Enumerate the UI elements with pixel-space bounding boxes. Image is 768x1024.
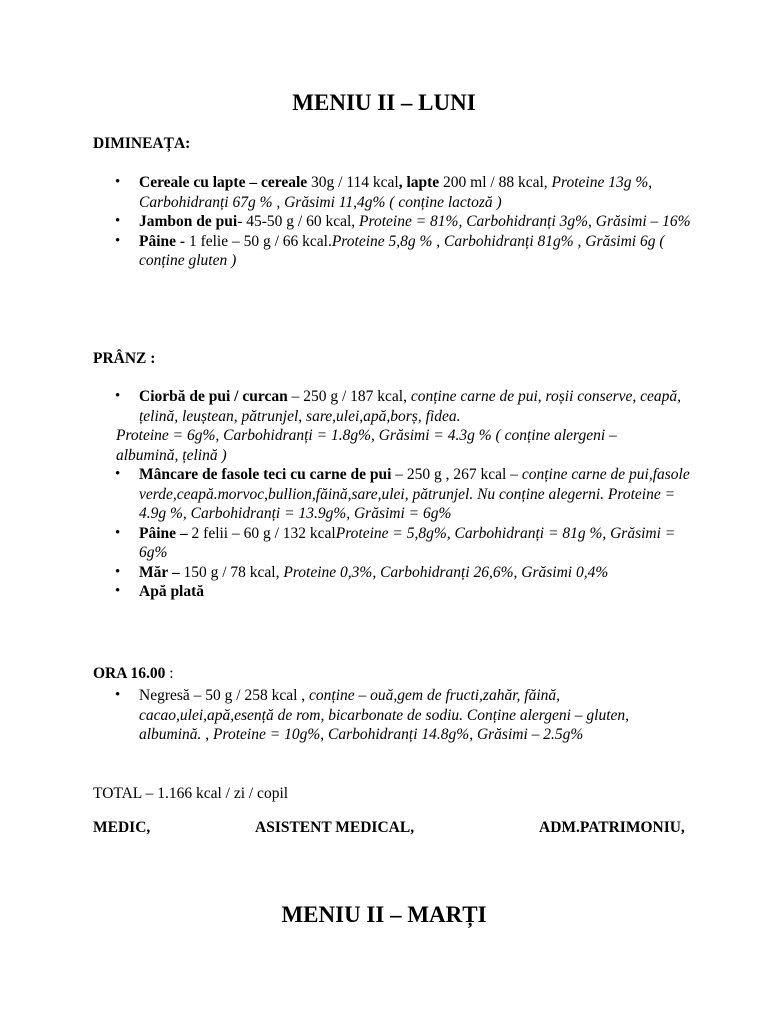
- bullet-icon: •: [115, 174, 121, 190]
- bullet-icon: •: [115, 232, 121, 249]
- signature-nurse: ASISTENT MEDICAL,: [255, 819, 415, 836]
- page-title-tuesday: MENIU II – MARȚI: [281, 902, 487, 927]
- list-item: • Apă plată: [115, 583, 205, 600]
- list-item: • Cereale cu lapte – cereale 30g / 114 kcal, lapte 200 ml / 88 kcal, Proteine 13g %, Carbohidranți 67g % , Grăsimi 11,4g% ( conține lactoză ): [115, 174, 653, 211]
- bullet-icon: •: [115, 563, 121, 580]
- snack-list: [93, 686, 693, 745]
- snack-heading: ORA 16.00 :: [93, 665, 174, 682]
- bullet-icon: •: [115, 524, 121, 541]
- list-item: • Măr – 150 g / 78 kcal, Proteine 0,3%, Carbohidranți 26,6%, Grăsimi 0,4%: [115, 563, 609, 581]
- breakfast-list: [93, 173, 693, 271]
- total-calories: TOTAL – 1.166 kcal / zi / copil: [93, 785, 289, 802]
- page-title-monday: MENIU II – LUNI: [292, 90, 476, 115]
- bullet-icon: •: [115, 388, 121, 404]
- list-item: • Mâncare de fasole teci cu carne de pui – 250 g , 267 kcal – conține carne de pui,fasole verde,ceapă.morvoc,bullion,făină,sare,ulei, pătrunjel. Nu conține alegerni. Proteine = 4.9g %, Carbohidranți = 13.9g%, Grăsimi = 6g%: [115, 466, 690, 522]
- signature-medic: MEDIC,: [93, 819, 151, 836]
- lunch-list: [93, 387, 693, 426]
- breakfast-heading: DIMINEAȚA:: [93, 135, 191, 152]
- list-item: • Ciorbă de pui / curcan – 250 g / 187 kcal, conține carne de pui, roșii conserve, ceapă, țelină, leuștean, pătrunjel, sare,ulei,apă,borș, fidea.: [115, 388, 681, 425]
- list-item: • Negresă – 50 g / 258 kcal , conține – ouă,gem de fructi,zahăr, făină, cacao,ulei,apă,esență de rom, bicarbonate de sodiu. Conține alergeni – gluten, albumină. , Proteine = 10g%, Carbohidranți 14.8g%, Grăsimi – 2.5g%: [115, 687, 630, 743]
- bullet-icon: •: [115, 466, 121, 482]
- list-item: • Jambon de pui- 45-50 g / 60 kcal, Proteine = 81%, Carbohidranți 3g%, Grăsimi – 16%: [115, 213, 691, 230]
- list-item: • Pâine - 1 felie – 50 g / 66 kcal.Proteine 5,8g % , Carbohidranți 81g% , Grăsimi 6g ( conține gluten ): [115, 232, 665, 269]
- signature-admin: ADM.PATRIMONIU,: [539, 819, 685, 836]
- lunch-list-2: [93, 465, 693, 602]
- bullet-icon: •: [115, 213, 121, 229]
- bullet-icon: •: [115, 687, 121, 703]
- lunch-continuation: Proteine = 6g%, Carbohidranți = 1.8g%, Grăsimi = 4.3g % ( conține alergeni – albumină, țelină ): [116, 427, 617, 464]
- list-item: • Pâine – 2 felii – 60 g / 132 kcalProteine = 5,8g%, Carbohidranți = 81g %, Grăsimi = 6g%: [115, 524, 676, 561]
- lunch-heading: PRÂNZ :: [93, 350, 156, 367]
- bullet-icon: •: [115, 583, 121, 599]
